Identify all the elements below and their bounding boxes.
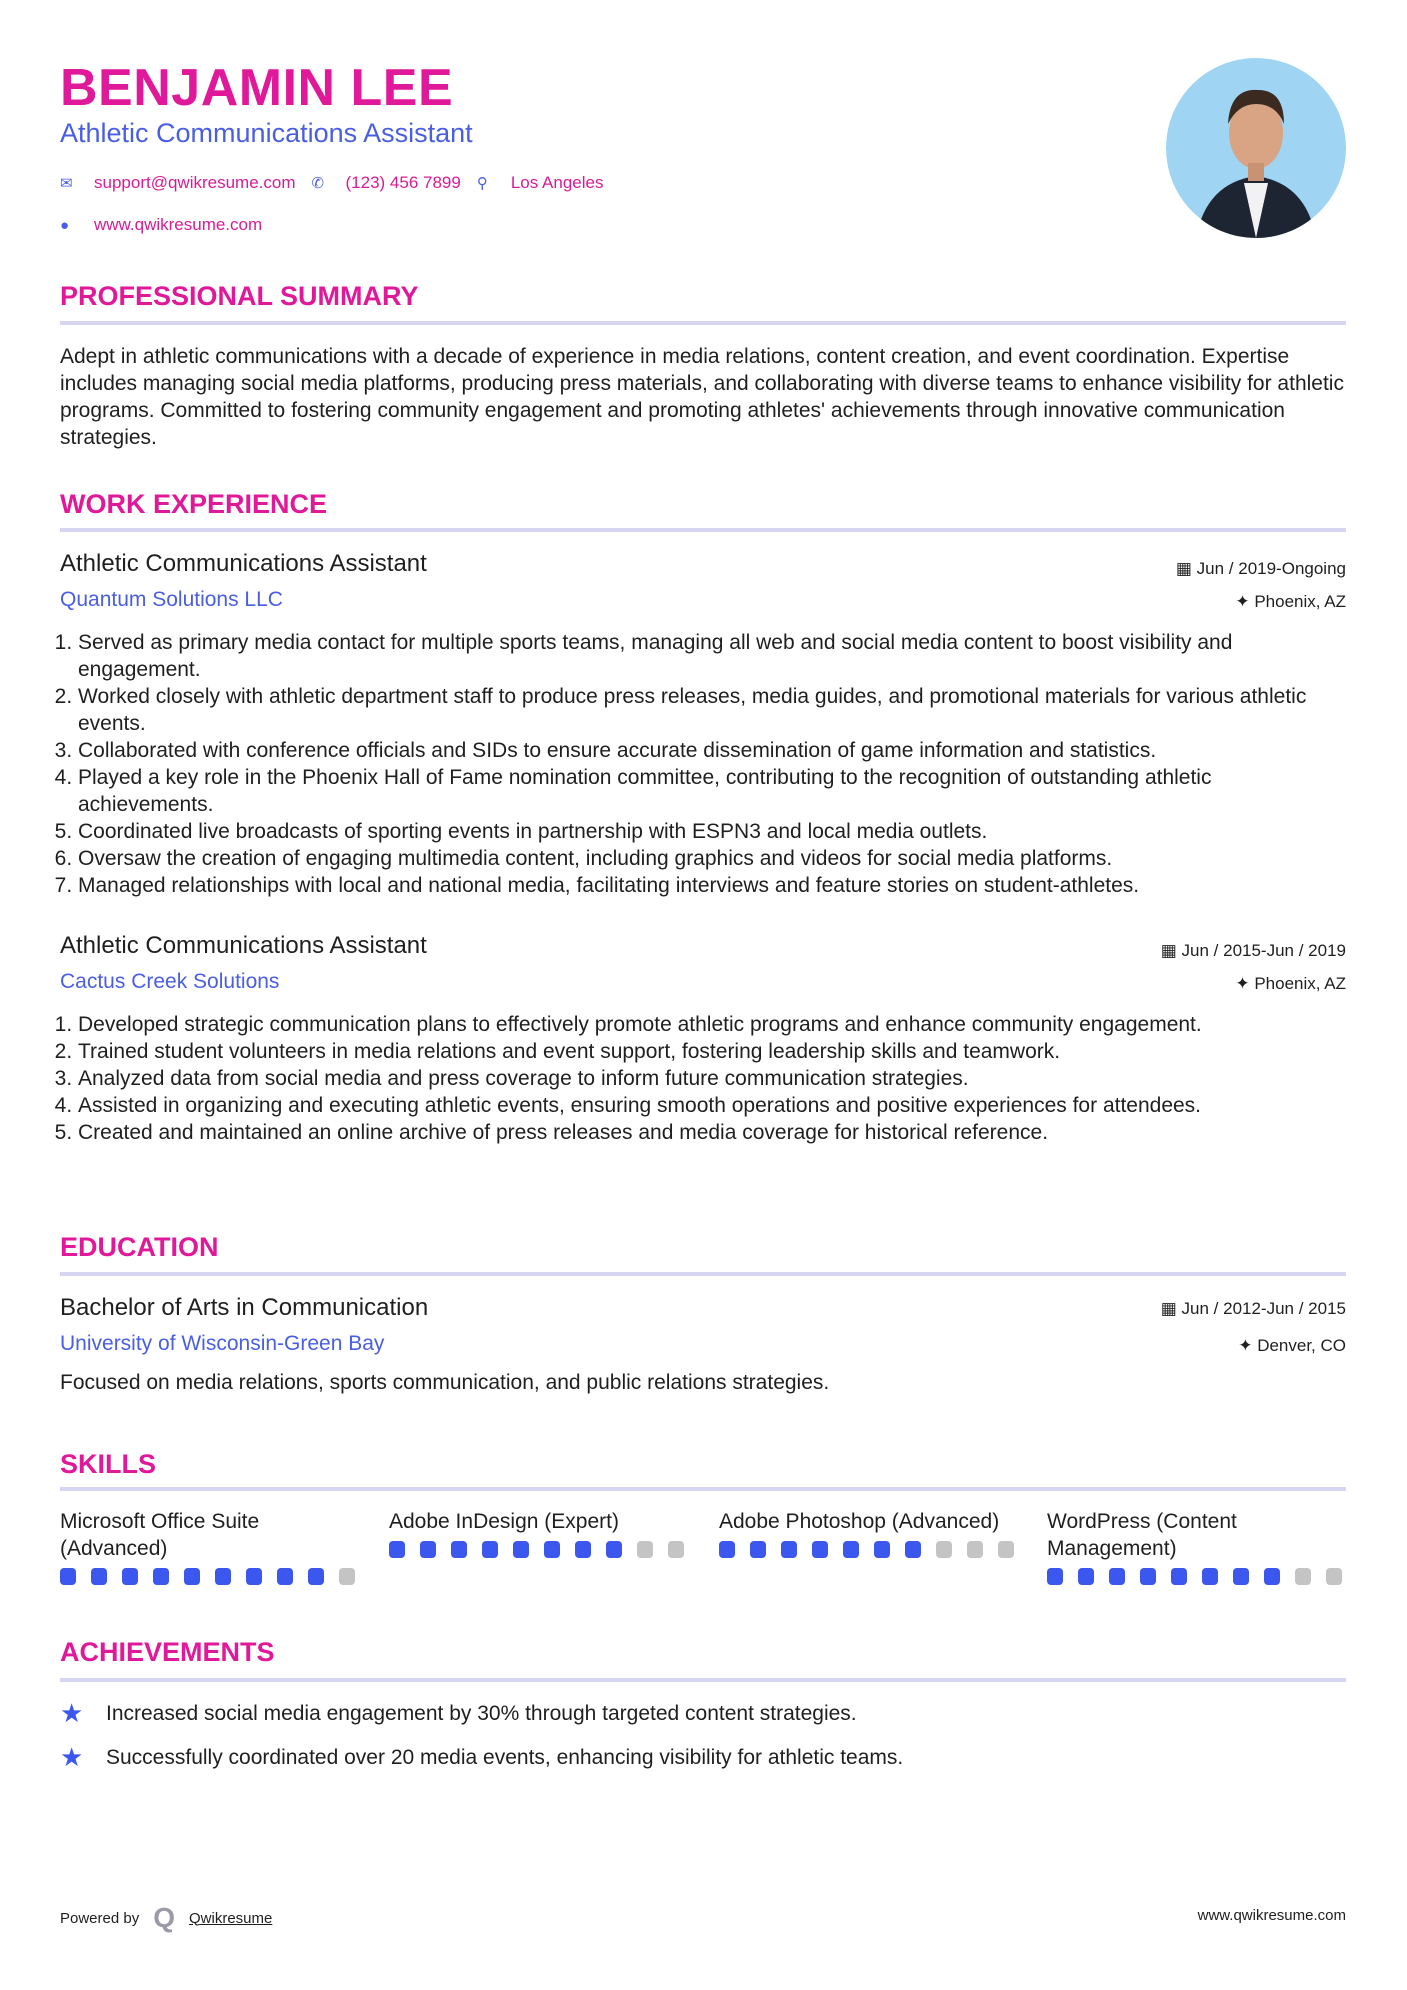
rating-dot-empty: [339, 1568, 355, 1585]
rating-dot-filled: [719, 1541, 735, 1558]
skill-rating: [1047, 1568, 1347, 1585]
rating-dot-filled: [544, 1541, 560, 1558]
bullet: 5. Created and maintained an online archive of press releases and media coverage for historical reference.: [78, 1119, 1350, 1146]
contact-row: [60, 173, 603, 193]
star-icon: ★: [60, 1698, 84, 1728]
skill: [389, 1508, 689, 1558]
education-description: Focused on media relations, sports communication, and public relations strategies.: [60, 1371, 830, 1394]
globe-icon: ●: [60, 216, 70, 234]
location-text: Los Angeles: [510, 173, 604, 192]
job-location: ✦ Phoenix, AZ: [1235, 592, 1346, 611]
skill-rating: [719, 1541, 1019, 1558]
rating-dot-filled: [451, 1541, 467, 1558]
map-pin-icon: ⚲: [476, 175, 488, 192]
skills-heading: SKILLS: [60, 1449, 157, 1479]
achievements-heading: ACHIEVEMENTS: [60, 1637, 275, 1667]
job-title: Athletic Communications Assistant: [60, 550, 427, 577]
job-date: ▦ Jun / 2019-Ongoing: [1175, 559, 1346, 578]
rating-dot-filled: [215, 1568, 231, 1585]
rating-dot-filled: [781, 1541, 797, 1558]
rating-dot-filled: [277, 1568, 293, 1585]
rating-dot-filled: [308, 1568, 324, 1585]
calendar-icon: ▦: [1160, 941, 1182, 960]
bullet: 5. Coordinated live broadcasts of sporting events in partnership with ESPN3 and local media outlets.: [78, 818, 1350, 845]
skill-name: Microsoft Office Suite (Advanced): [60, 1510, 260, 1560]
skill-name: WordPress (Content Management): [1047, 1510, 1237, 1560]
rating-dot-filled: [1171, 1568, 1187, 1585]
rating-dot-filled: [513, 1541, 529, 1558]
bullet: 2. Trained student volunteers in media relations and event support, fostering leadership skills and teamwork.: [78, 1038, 1350, 1065]
rating-dot-filled: [606, 1541, 622, 1558]
rating-dot-filled: [905, 1541, 921, 1558]
job-title: Athletic Communications Assistant: [60, 932, 427, 959]
rating-dot-filled: [91, 1568, 107, 1585]
email-link[interactable]: support@qwikresume.com: [94, 173, 296, 192]
rating-dot-filled: [1078, 1568, 1094, 1585]
bullet: 1. Served as primary media contact for multiple sports teams, managing all web and social media content to boost visibility and engagement.: [78, 629, 1350, 683]
phone-text: (123) 456 7899: [345, 173, 461, 192]
skill-name: Adobe InDesign (Expert): [389, 1510, 619, 1533]
achievement-item: ★ Successfully coordinated over 20 media events, enhancing visibility for athletic teams.: [60, 1742, 904, 1772]
divider: [60, 321, 1346, 325]
bullet: 6. Oversaw the creation of engaging multimedia content, including graphics and videos for social media platforms.: [78, 845, 1350, 872]
pin-icon: ✦: [1238, 1336, 1258, 1355]
rating-dot-filled: [1233, 1568, 1249, 1585]
rating-dot-empty: [967, 1541, 983, 1558]
education-heading: EDUCATION: [60, 1232, 219, 1262]
skill: [719, 1508, 1019, 1558]
rating-dot-filled: [1109, 1568, 1125, 1585]
rating-dot-empty: [936, 1541, 952, 1558]
skill-rating: [60, 1568, 360, 1585]
job-location: ✦ Phoenix, AZ: [1235, 974, 1346, 993]
rating-dot-empty: [637, 1541, 653, 1558]
summary-heading: PROFESSIONAL SUMMARY: [60, 281, 419, 311]
calendar-icon: ▦: [1160, 1299, 1182, 1318]
job-bullets: [60, 1011, 1350, 1146]
candidate-title: Athletic Communications Assistant: [60, 118, 473, 148]
education-date: ▦ Jun / 2012-Jun / 2015: [1160, 1299, 1346, 1318]
brand-link[interactable]: Qwikresume: [189, 1909, 273, 1927]
rating-dot-filled: [184, 1568, 200, 1585]
skill: [60, 1508, 360, 1585]
bullet: 3. Collaborated with conference officials and SIDs to ensure accurate dissemination of game information and statistics.: [78, 737, 1350, 764]
calendar-icon: ▦: [1175, 559, 1197, 578]
divider: [60, 1272, 1346, 1276]
profile-photo: [1166, 58, 1346, 238]
rating-dot-filled: [122, 1568, 138, 1585]
qwikresume-logo-icon: Q: [153, 1902, 175, 1933]
bullet: 3. Analyzed data from social media and press coverage to inform future communication strategies.: [78, 1065, 1350, 1092]
rating-dot-filled: [1264, 1568, 1280, 1585]
star-icon: ★: [60, 1742, 84, 1772]
education-location: ✦ Denver, CO: [1238, 1336, 1346, 1355]
rating-dot-filled: [750, 1541, 766, 1558]
rating-dot-filled: [1202, 1568, 1218, 1585]
footer-website[interactable]: www.qwikresume.com: [1197, 1907, 1346, 1924]
bullet: 4. Played a key role in the Phoenix Hall of Fame nomination committee, contributing to the recognition of outstanding athletic achievements.: [78, 764, 1350, 818]
skill: [1047, 1508, 1347, 1585]
envelope-icon: ✉: [60, 175, 73, 192]
divider: [60, 1678, 1346, 1682]
pin-icon: ✦: [1235, 592, 1255, 611]
rating-dot-filled: [1047, 1568, 1063, 1585]
rating-dot-empty: [1295, 1568, 1311, 1585]
degree: Bachelor of Arts in Communication: [60, 1294, 429, 1321]
rating-dot-empty: [668, 1541, 684, 1558]
bullet: 2. Worked closely with athletic department staff to produce press releases, media guides, and promotional materials for various athletic events.: [78, 683, 1350, 737]
rating-dot-filled: [843, 1541, 859, 1558]
achievement-item: ★ Increased social media engagement by 30% through targeted content strategies.: [60, 1698, 857, 1728]
job-bullets: [60, 629, 1350, 899]
website-link[interactable]: www.qwikresume.com: [94, 215, 263, 234]
bullet: 7. Managed relationships with local and national media, facilitating interviews and feature stories on student-athletes.: [78, 872, 1350, 899]
summary-text: Adept in athletic communications with a decade of experience in media relations, content creation, and event coordination. Expertise includes managing social media platforms, producing press materials, and collaborating with diverse teams to enhance visibility for athletic programs. Committed to fostering community engagement and promoting athletes' achievements through innovative communication strategies.: [60, 345, 1344, 449]
rating-dot-filled: [482, 1541, 498, 1558]
rating-dot-filled: [812, 1541, 828, 1558]
bullet: 4. Assisted in organizing and executing athletic events, ensuring smooth operations and positive experiences for attendees.: [78, 1092, 1350, 1119]
candidate-name: BENJAMIN LEE: [60, 59, 454, 117]
bullet: 1. Developed strategic communication plans to effectively promote athletic programs and enhance community engagement.: [78, 1011, 1350, 1038]
website-row: [60, 215, 262, 235]
rating-dot-filled: [153, 1568, 169, 1585]
rating-dot-empty: [1326, 1568, 1342, 1585]
rating-dot-filled: [575, 1541, 591, 1558]
rating-dot-empty: [998, 1541, 1014, 1558]
rating-dot-filled: [1140, 1568, 1156, 1585]
skill-name: Adobe Photoshop (Advanced): [719, 1510, 1000, 1533]
job-date: ▦ Jun / 2015-Jun / 2019: [1160, 941, 1346, 960]
job-company: Cactus Creek Solutions: [60, 970, 280, 993]
divider: [60, 1487, 1346, 1491]
divider: [60, 528, 1346, 532]
footer-powered: Powered by Q Qwikresume: [60, 1902, 273, 1933]
rating-dot-filled: [60, 1568, 76, 1585]
school: University of Wisconsin-Green Bay: [60, 1332, 385, 1355]
work-heading: WORK EXPERIENCE: [60, 489, 328, 519]
phone-icon: ✆: [311, 175, 325, 192]
rating-dot-filled: [246, 1568, 262, 1585]
rating-dot-filled: [874, 1541, 890, 1558]
skill-rating: [389, 1541, 689, 1558]
rating-dot-filled: [389, 1541, 405, 1558]
job-company: Quantum Solutions LLC: [60, 588, 283, 611]
rating-dot-filled: [420, 1541, 436, 1558]
pin-icon: ✦: [1235, 974, 1255, 993]
